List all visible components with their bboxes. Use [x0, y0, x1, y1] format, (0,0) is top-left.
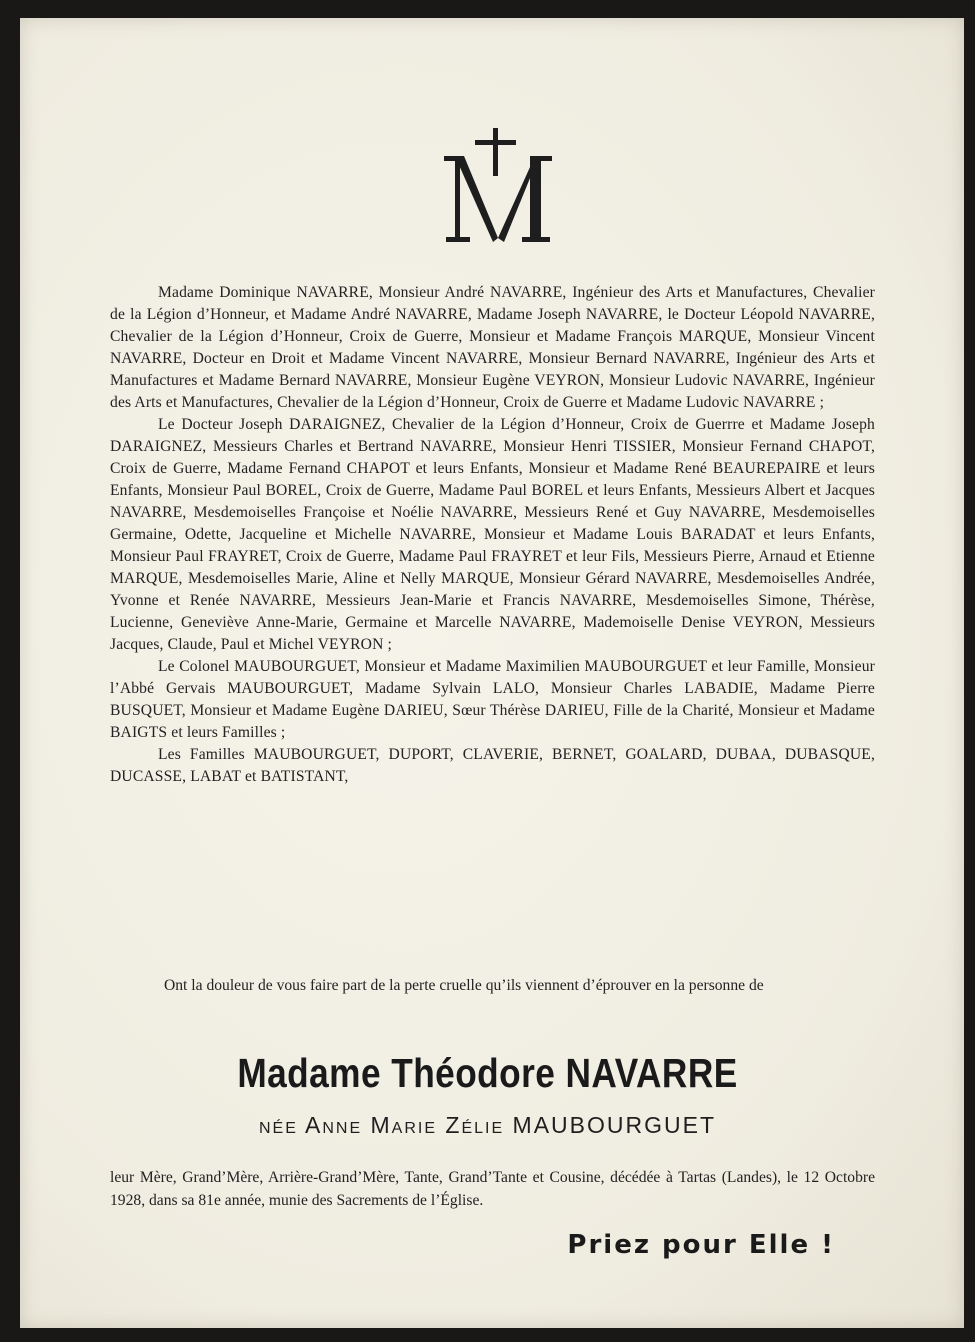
mourners-list [110, 282, 875, 788]
announcement [110, 974, 875, 998]
closing-text: leur Mère, Grand’Mère, Arrière-Grand’Mère, Tante, Grand’Tante et Cousine, décédée à Tartas (Landes), le 12 Octobre 1928, dans sa 81e année, munie des Sacrements de l’Église. [110, 1169, 875, 1209]
closing-statement [110, 1166, 875, 1212]
mourners-paragraph-3: Le Colonel MAUBOURGUET, Monsieur et Madame Maximilien MAUBOURGUET et leur Famille, Monsieur l’Abbé Gervais MAUBOURGUET, Madame Sylvain LALO, Monsieur Charles LABADIE, Madame Pierre BUSQUET, Monsieur et Madame Eugène DARIEU, Sœur Thérèse DARIEU, Fille de la Charité, Monsieur et Madame BAIGTS et leurs Familles ; [110, 658, 875, 741]
mourners-paragraph-2: Le Docteur Joseph DARAIGNEZ, Chevalier de la Légion d’Honneur, Croix de Guerrre et Madame Joseph DARAIGNEZ, Messieurs Charles et Bertrand NAVARRE, Monsieur Henri TISSIER, Monsieur Fernand CHAPOT, Croix de Guerre, Madame Fernand CHAPOT et leurs Enfants, Monsieur et Madame René BEAUREPAIRE et leurs Enfants, Monsieur Paul BOREL, Croix de Guerre, Madame Paul BOREL et leurs Enfants, Messieurs Albert et Jacques NAVARRE, Mesdemoiselles Françoise et Noélie NAVARRE, Messieurs René et Guy NAVARRE, Mesdemoiselles Germaine, Odette, Jacqueline et Michelle NAVARRE, Monsieur et Madame Louis BARADAT et leurs Enfants, Monsieur Paul FRAYRET, Croix de Guerre, Madame Paul FRAYRET et leur Fils, Messieurs Pierre, Arnaud et Etienne MARQUE, Mesdemoiselles Marie, Aline et Nelly MARQUE, Monsieur Gérard NAVARRE, Mesdemoiselles Andrée, Yvonne et Renée NAVARRE, Messieurs Jean-Marie et Francis NAVARRE, Mesdemoiselles Simone, Thérèse, Lucienne, Geneviève Anne-Marie, Germaine et Marcelle NAVARRE, Mademoiselle Denise VEYRON, Messieurs Jacques, Claude, Paul et Michel VEYRON ; [110, 416, 875, 653]
announcement-text: Ont la douleur de vous faire part de la perte cruelle qu’ils viennent d’éprouver en la personne de [164, 977, 764, 994]
mourners-paragraph-1: Madame Dominique NAVARRE, Monsieur André NAVARRE, Ingénieur des Arts et Manufactures, Chevalier de la Légion d’Honneur, et Madame André NAVARRE, Madame Joseph NAVARRE, le Docteur Léopold NAVARRE, Chevalier de la Légion d’Honneur, Croix de Guerre, Monsieur et Madame François MARQUE, Monsieur Vincent NAVARRE, Docteur en Droit et Madame Vincent NAVARRE, Monsieur Bernard NAVARRE, Ingénieur des Arts et Manufactures et Madame Bernard NAVARRE, Monsieur Eugène VEYRON, Monsieur Ludovic NAVARRE, Ingénieur des Arts et Manufactures, Chevalier de la Légion d’Honneur, Croix de Guerre et Madame Ludovic NAVARRE ; [110, 284, 875, 411]
birth-name: née Anne Marie Zélie MAUBOURGUET [258, 1112, 716, 1138]
prayer-line: Priez pour Elle ! [567, 1230, 835, 1260]
deceased-name: Madame Théodore NAVARRE [237, 1050, 738, 1096]
cross-icon [442, 124, 554, 246]
mourners-paragraph-4: Les Familles MAUBOURGUET, DUPORT, CLAVERIE, BERNET, GOALARD, DUBAA, DUBASQUE, DUCASSE, LABAT et BATISTANT, [110, 746, 875, 785]
